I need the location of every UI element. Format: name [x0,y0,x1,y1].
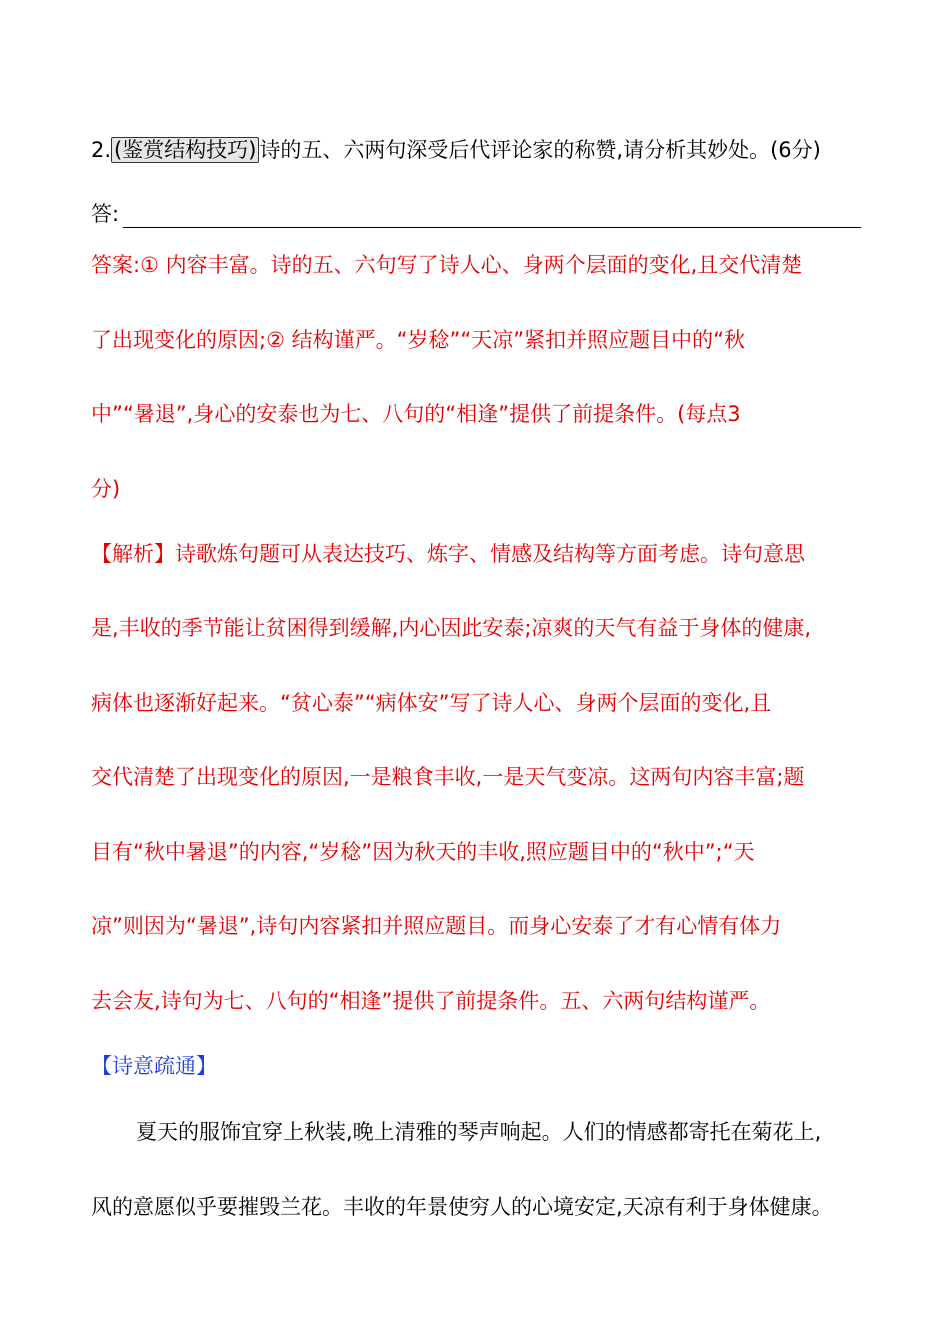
interpretation-line: 风的意愿似乎要摧毁兰花。丰收的年景使穷人的心境安定,天凉有利于身体健康。 [91,1195,833,1219]
analysis-line: 病体也逐渐好起来。“贫心泰”“病体安”写了诗人心、身两个层面的变化,且 [91,691,772,715]
answer-prompt: 答: [91,202,120,226]
analysis-line: 去会友,诗句为七、八句的“相逢”提供了前提条件。五、六两句结构谨严。 [91,989,771,1013]
answer-line: 答案:① 内容丰富。诗的五、六句写了诗人心、身两个层面的变化,且交代清楚 [91,253,803,277]
analysis-line: 凉”则因为“暑退”,诗句内容紧扣并照应题目。而身心安泰了才有心情有体力 [91,914,782,938]
answer-line: 中”“暑退”,身心的安泰也为七、八句的“相逢”提供了前提条件。(每点3 [91,402,741,426]
question-number: 2. [91,138,112,162]
analysis-line: 是,丰收的季节能让贫困得到缓解,内心因此安泰;凉爽的天气有益于身体的健康, [91,616,812,640]
question-line [91,136,861,164]
interpretation-heading: 【诗意疏通】 [91,1054,217,1078]
analysis-line: 交代清楚了出现变化的原因,一是粮食丰收,一是天气变凉。这两句内容丰富;题 [91,765,805,789]
question-type-tag: (鉴赏结构技巧) [111,137,259,163]
interpretation-line: 夏天的服饰宜穿上秋装,晚上清雅的琴声响起。人们的情感都寄托在菊花上, [136,1120,822,1144]
answer-line: 分) [91,477,121,501]
analysis-line: 目有“秋中暑退”的内容,“岁稔”因为秋天的丰收,照应题目中的“秋中”;“天 [91,840,755,864]
question-text: 诗的五、六两句深受后代评论家的称赞,请分析其妙处。(6分) [259,138,821,162]
answer-line: 了出现变化的原因;② 结构谨严。“岁稔”“天凉”紧扣并照应题目中的“秋 [91,328,745,352]
answer-blank-rule [123,205,861,228]
analysis-line: 【解析】诗歌炼句题可从表达技巧、炼字、情感及结构等方面考虑。诗句意思 [91,542,805,566]
answer-blank-line [91,200,861,228]
